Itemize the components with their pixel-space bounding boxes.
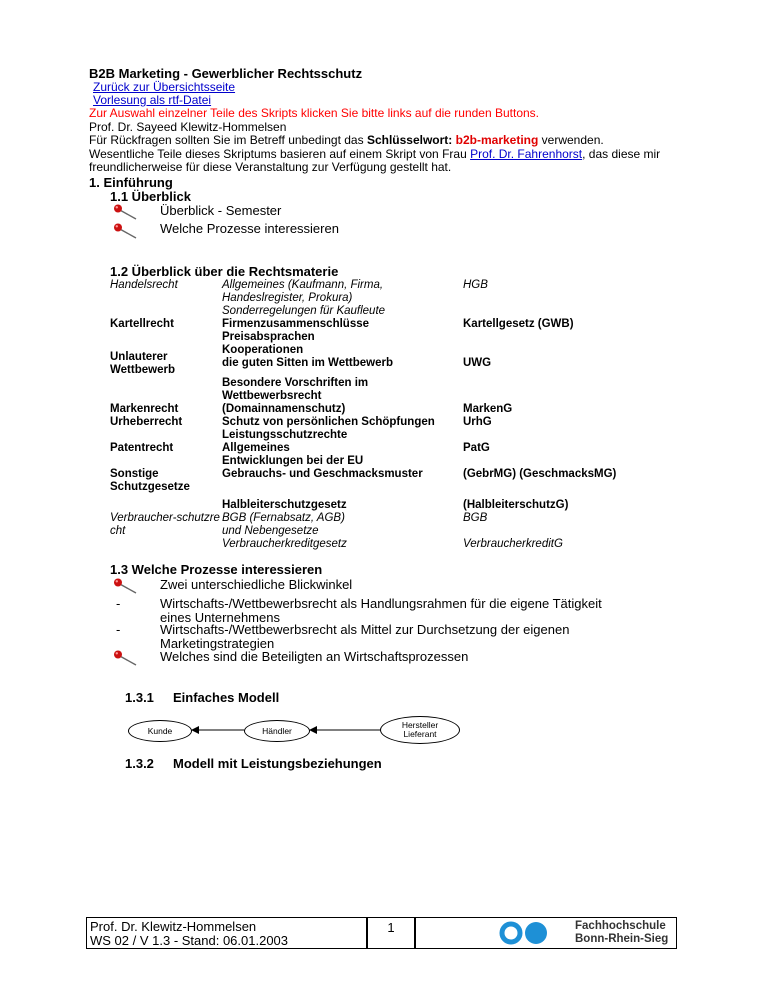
logo-line-1: Fachhochschule bbox=[575, 920, 666, 932]
table-cell: Preisabsprachen bbox=[222, 331, 315, 343]
table-cell: PatG bbox=[463, 442, 490, 454]
s13-dash1-line2: eines Unternehmens bbox=[160, 610, 280, 625]
table-cell: Leistungsschutzrechte bbox=[222, 429, 348, 441]
table-cell: Firmenzusammenschlüsse bbox=[222, 318, 370, 330]
logo-line-2: Bonn-Rhein-Sieg bbox=[575, 933, 669, 945]
section-1-3-heading: 1.3 Welche Prozesse interessieren bbox=[110, 562, 323, 577]
keyword-value: b2b-marketing bbox=[455, 133, 539, 147]
node-hersteller-line2: Lieferant bbox=[403, 729, 437, 739]
table-cell: (HalbleiterschutzG) bbox=[463, 499, 569, 511]
table-cell: UWG bbox=[463, 357, 492, 369]
basis-line bbox=[89, 147, 660, 161]
section-1-1-heading: 1.1 Überblick bbox=[110, 189, 191, 204]
page-number: 1 bbox=[387, 920, 395, 935]
keyword-suffix: verwenden. bbox=[538, 133, 604, 147]
footer-author: Prof. Dr. Klewitz-Hommelsen bbox=[90, 919, 257, 934]
table-cell: Verbraucher-schutzre bbox=[110, 512, 220, 524]
keyword-label: Schlüsselwort: bbox=[366, 133, 453, 147]
table-cell: und Nebengesetze bbox=[222, 525, 319, 537]
node-kunde: Kunde bbox=[128, 720, 192, 742]
round-button-pin-icon[interactable] bbox=[112, 203, 138, 221]
basis-prefix: Wesentliche Teile dieses Skriptums basieren auf einem Skript von Frau bbox=[89, 147, 471, 161]
table-cell: Besondere Vorschriften im bbox=[222, 377, 369, 389]
table-cell: Kooperationen bbox=[222, 344, 304, 356]
table-cell: BGB (Fernabsatz, AGB) bbox=[222, 512, 345, 524]
section-1-3-1-title: Einfaches Modell bbox=[173, 690, 280, 705]
table-cell: UrhG bbox=[463, 416, 492, 428]
basis-suffix: , das diese mir bbox=[582, 147, 661, 161]
table-cell: Halbleiterschutzgesetz bbox=[222, 499, 347, 511]
dash-marker: - bbox=[116, 596, 121, 611]
basis-line-2: freundlicherweise für diese Veranstaltung zur Verfügung gestellt hat. bbox=[89, 160, 452, 174]
back-link[interactable]: Zurück zur Übersichtsseite bbox=[93, 80, 236, 94]
table-cell: Urheberrecht bbox=[110, 416, 183, 428]
section-1-2-heading: 1.2 Überblick über die Rechtsmaterie bbox=[110, 264, 339, 279]
table-cell: Schutzgesetze bbox=[110, 481, 190, 493]
table-cell: Patentrecht bbox=[110, 442, 174, 454]
table-cell: cht bbox=[110, 525, 126, 537]
table-cell: Gebrauchs- und Geschmacksmuster bbox=[222, 468, 423, 480]
s11-item-1: Überblick - Semester bbox=[160, 203, 282, 218]
table-cell: (GebrMG) (GeschmacksMG) bbox=[463, 468, 617, 480]
section-1-3-2-title: Modell mit Leistungsbeziehungen bbox=[173, 756, 382, 771]
s13-dash2-line1: Wirtschafts-/Wettbewerbsrecht als Mittel zur Durchsetzung der eigenen bbox=[160, 622, 570, 637]
round-button-pin-icon[interactable] bbox=[112, 222, 138, 240]
footer-page-box bbox=[366, 917, 416, 949]
footer-version: WS 02 / V 1.3 - Stand: 06.01.2003 bbox=[90, 933, 289, 948]
section-1-3-2-number: 1.3.2 bbox=[125, 756, 154, 771]
footer-author-box bbox=[86, 917, 368, 949]
table-cell: Verbraucherkreditgesetz bbox=[222, 538, 347, 550]
table-cell: Entwicklungen bei der EU bbox=[222, 455, 364, 467]
table-cell: Sonstige bbox=[110, 468, 159, 480]
table-cell: Allgemeines bbox=[222, 442, 290, 454]
table-cell: Handelsrecht bbox=[110, 279, 178, 291]
notice-text: Zur Auswahl einzelner Teile des Skripts klicken Sie bitte links auf die runden Buttons. bbox=[89, 106, 540, 120]
keyword-prefix: Für Rückfragen sollten Sie im Betreff unbedingt das bbox=[89, 133, 367, 147]
table-cell: Handeslregister, Prokura) bbox=[222, 292, 353, 304]
table-cell: Kartellrecht bbox=[110, 318, 174, 330]
section-1-heading: 1. Einführung bbox=[89, 175, 173, 190]
table-cell: (Domainnamenschutz) bbox=[222, 403, 346, 415]
table-cell: BGB bbox=[463, 512, 488, 524]
table-cell: HGB bbox=[463, 279, 488, 291]
table-cell: Allgemeines (Kaufmann, Firma, bbox=[222, 279, 384, 291]
table-cell: Sonderregelungen für Kaufleute bbox=[222, 305, 386, 317]
round-button-pin-icon[interactable] bbox=[112, 577, 138, 595]
s11-item-2: Welche Prozesse interessieren bbox=[160, 221, 339, 236]
table-cell: die guten Sitten im Wettbewerb bbox=[222, 357, 394, 369]
s13-dash2-line2: Marketingstrategien bbox=[160, 636, 275, 651]
table-cell: Unlauterer bbox=[110, 351, 168, 363]
page-title: B2B Marketing - Gewerblicher Rechtsschutz bbox=[89, 66, 363, 81]
table-cell: Wettbewerb bbox=[110, 364, 175, 376]
section-1-3-1-number: 1.3.1 bbox=[125, 690, 154, 705]
table-cell: Wettbewerbsrecht bbox=[222, 390, 322, 402]
fahrenhorst-link[interactable]: Prof. Dr. Fahrenhorst bbox=[470, 147, 583, 161]
author-name: Prof. Dr. Sayeed Klewitz-Hommelsen bbox=[89, 120, 287, 134]
dash-marker: - bbox=[116, 622, 121, 637]
rtf-download-link[interactable]: Vorlesung als rtf-Datei bbox=[93, 93, 212, 107]
s13-item-2: Welches sind die Beteiligten an Wirtschaftsprozessen bbox=[160, 649, 469, 664]
table-cell: VerbraucherkreditG bbox=[463, 538, 563, 550]
node-hersteller bbox=[380, 716, 460, 744]
round-button-pin-icon[interactable] bbox=[112, 649, 138, 667]
s13-dash1-line1: Wirtschafts-/Wettbewerbsrecht als Handlungsrahmen für die eigene Tätigkeit bbox=[160, 596, 602, 611]
footer-logo-box bbox=[414, 917, 677, 949]
keyword-line bbox=[89, 133, 604, 147]
s13-item-1: Zwei unterschiedliche Blickwinkel bbox=[160, 577, 353, 592]
table-cell: Kartellgesetz (GWB) bbox=[463, 318, 574, 330]
table-cell: Markenrecht bbox=[110, 403, 179, 415]
table-cell: MarkenG bbox=[463, 403, 513, 415]
table-cell: Schutz von persönlichen Schöpfungen bbox=[222, 416, 435, 428]
node-hersteller-line1: Hersteller bbox=[401, 720, 439, 730]
university-logo-icon bbox=[499, 921, 549, 945]
node-haendler: Händler bbox=[244, 720, 310, 742]
